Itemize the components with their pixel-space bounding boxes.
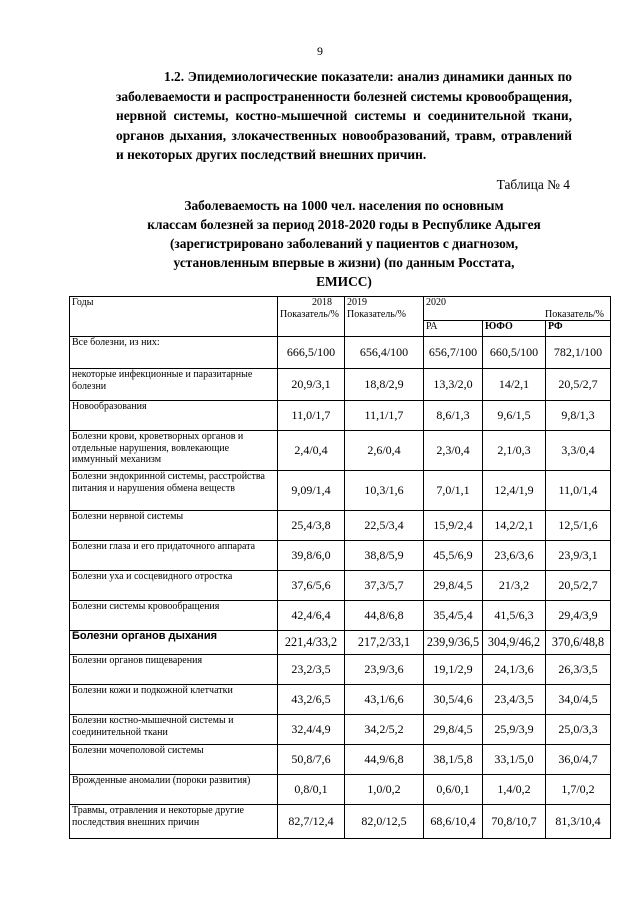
value-rf: 34,0/4,5 bbox=[546, 685, 611, 715]
table-row bbox=[70, 805, 611, 839]
table-row bbox=[70, 601, 611, 631]
table-row bbox=[70, 541, 611, 571]
value-ra: 30,5/4,6 bbox=[424, 685, 483, 715]
disease-name: Болезни крови, кроветворных органов и отдельные нарушения, вовлекающие иммунный механизм bbox=[70, 431, 278, 471]
value-v2019: 217,2/33,1 bbox=[345, 631, 424, 655]
value-v2019: 2,6/0,4 bbox=[345, 431, 424, 471]
table-row bbox=[70, 401, 611, 431]
value-rf: 3,3/0,4 bbox=[546, 431, 611, 471]
value-ra: 68,6/10,4 bbox=[424, 805, 483, 839]
value-ra: 35,4/5,4 bbox=[424, 601, 483, 631]
morbidity-table bbox=[69, 296, 611, 839]
value-v2018: 2,4/0,4 bbox=[278, 431, 345, 471]
header-2018-sub: Показатель/% bbox=[280, 308, 339, 320]
value-rf: 29,4/3,9 bbox=[546, 601, 611, 631]
disease-name: Болезни нервной системы bbox=[70, 511, 278, 541]
value-ra: 2,3/0,4 bbox=[424, 431, 483, 471]
value-yufo: 33,1/5,0 bbox=[483, 745, 546, 775]
value-ra: 7,0/1,1 bbox=[424, 471, 483, 511]
value-v2019: 10,3/1,6 bbox=[345, 471, 424, 511]
value-rf: 26,3/3,5 bbox=[546, 655, 611, 685]
value-v2019: 82,0/12,5 bbox=[345, 805, 424, 839]
caption-line: классам болезней за период 2018-2020 годы в Республике Адыгея bbox=[147, 217, 541, 232]
table-row bbox=[70, 631, 611, 655]
header-2019-year: 2019 bbox=[347, 297, 367, 308]
table-header-row bbox=[70, 297, 611, 321]
value-yufo: 24,1/3,6 bbox=[483, 655, 546, 685]
value-v2019: 44,8/6,8 bbox=[345, 601, 424, 631]
value-yufo: 41,5/6,3 bbox=[483, 601, 546, 631]
value-rf: 36,0/4,7 bbox=[546, 745, 611, 775]
value-v2018: 23,2/3,5 bbox=[278, 655, 345, 685]
value-ra: 656,7/100 bbox=[424, 337, 483, 369]
header-rf: РФ bbox=[546, 321, 611, 337]
value-rf: 20,5/2,7 bbox=[546, 571, 611, 601]
table-row bbox=[70, 715, 611, 745]
caption-line: (зарегистрировано заболеваний у пациентов с диагнозом, bbox=[169, 236, 519, 251]
header-2019-sub: Показатель/% bbox=[347, 308, 406, 320]
value-ra: 13,3/2,0 bbox=[424, 369, 483, 401]
disease-name: Болезни уха и сосцевидного отростка bbox=[70, 571, 278, 601]
header-2018-year: 2018 bbox=[312, 297, 332, 308]
value-v2019: 656,4/100 bbox=[345, 337, 424, 369]
value-rf: 9,8/1,3 bbox=[546, 401, 611, 431]
value-v2018: 43,2/6,5 bbox=[278, 685, 345, 715]
disease-name: Болезни глаза и его придаточного аппарата bbox=[70, 541, 278, 571]
value-ra: 29,8/4,5 bbox=[424, 715, 483, 745]
value-v2019: 44,9/6,8 bbox=[345, 745, 424, 775]
value-v2018: 20,9/3,1 bbox=[278, 369, 345, 401]
value-v2019: 34,2/5,2 bbox=[345, 715, 424, 745]
value-ra: 38,1/5,8 bbox=[424, 745, 483, 775]
value-v2018: 37,6/5,6 bbox=[278, 571, 345, 601]
value-yufo: 660,5/100 bbox=[483, 337, 546, 369]
value-yufo: 70,8/10,7 bbox=[483, 805, 546, 839]
value-rf: 23,9/3,1 bbox=[546, 541, 611, 571]
header-2020-sub: Показатель/% bbox=[545, 308, 604, 320]
value-v2019: 38,8/5,9 bbox=[345, 541, 424, 571]
page-number: 9 bbox=[317, 44, 323, 58]
value-v2019: 23,9/3,6 bbox=[345, 655, 424, 685]
table-row bbox=[70, 431, 611, 471]
value-rf: 1,7/0,2 bbox=[546, 775, 611, 805]
disease-name: Болезни органов пищеварения bbox=[70, 655, 278, 685]
table-row bbox=[70, 511, 611, 541]
value-v2019: 43,1/6,6 bbox=[345, 685, 424, 715]
value-yufo: 304,9/46,2 bbox=[483, 631, 546, 655]
value-yufo: 12,4/1,9 bbox=[483, 471, 546, 511]
table-row bbox=[70, 471, 611, 511]
disease-name: Болезни органов дыхания bbox=[70, 631, 278, 655]
caption-line: установленным впервые в жизни) (по данным Росстата, bbox=[173, 255, 515, 270]
value-rf: 81,3/10,4 bbox=[546, 805, 611, 839]
value-v2018: 42,4/6,4 bbox=[278, 601, 345, 631]
value-ra: 8,6/1,3 bbox=[424, 401, 483, 431]
value-v2018: 9,09/1,4 bbox=[278, 471, 345, 511]
header-2018 bbox=[278, 297, 345, 337]
disease-name: Травмы, отравления и некоторые другие последствия внешних причин bbox=[70, 805, 278, 839]
value-v2019: 18,8/2,9 bbox=[345, 369, 424, 401]
value-yufo: 25,9/3,9 bbox=[483, 715, 546, 745]
table-row bbox=[70, 369, 611, 401]
value-v2018: 0,8/0,1 bbox=[278, 775, 345, 805]
value-v2018: 50,8/7,6 bbox=[278, 745, 345, 775]
disease-name: Болезни системы кровообращения bbox=[70, 601, 278, 631]
table-row bbox=[70, 685, 611, 715]
table-row bbox=[70, 571, 611, 601]
value-ra: 45,5/6,9 bbox=[424, 541, 483, 571]
section-heading: 1.2. Эпидемиологические показатели: анализ динамики данных по заболеваемости и распространенности болезней системы кровообращения, нервной системы, костно-мышечной системы и соединительной ткани, органов дыхания, злокачественных новообразований, травм, отравлений и некоторых других последствий внешних причин. bbox=[116, 69, 572, 163]
value-v2018: 32,4/4,9 bbox=[278, 715, 345, 745]
disease-name: некоторые инфекционные и паразитарные болезни bbox=[70, 369, 278, 401]
value-v2018: 11,0/1,7 bbox=[278, 401, 345, 431]
table-row bbox=[70, 337, 611, 369]
value-rf: 20,5/2,7 bbox=[546, 369, 611, 401]
header-2020-year: 2020 bbox=[426, 297, 446, 308]
disease-name: Все болезни, из них: bbox=[70, 337, 278, 369]
value-v2019: 11,1/1,7 bbox=[345, 401, 424, 431]
value-yufo: 14/2,1 bbox=[483, 369, 546, 401]
caption-line: Заболеваемость на 1000 чел. населения по основным bbox=[184, 198, 504, 213]
table-caption bbox=[116, 196, 572, 291]
disease-name: Болезни кожи и подкожной клетчатки bbox=[70, 685, 278, 715]
value-yufo: 21/3,2 bbox=[483, 571, 546, 601]
value-ra: 29,8/4,5 bbox=[424, 571, 483, 601]
value-yufo: 9,6/1,5 bbox=[483, 401, 546, 431]
header-2019 bbox=[345, 297, 424, 337]
header-years: Годы bbox=[70, 297, 278, 337]
table-row bbox=[70, 775, 611, 805]
value-v2018: 39,8/6,0 bbox=[278, 541, 345, 571]
value-v2019: 37,3/5,7 bbox=[345, 571, 424, 601]
value-rf: 782,1/100 bbox=[546, 337, 611, 369]
value-yufo: 23,6/3,6 bbox=[483, 541, 546, 571]
header-ra: РА bbox=[424, 321, 483, 337]
value-ra: 15,9/2,4 bbox=[424, 511, 483, 541]
value-v2019: 1,0/0,2 bbox=[345, 775, 424, 805]
disease-name: Врожденные аномалии (пороки развития) bbox=[70, 775, 278, 805]
value-rf: 25,0/3,3 bbox=[546, 715, 611, 745]
value-rf: 12,5/1,6 bbox=[546, 511, 611, 541]
value-yufo: 2,1/0,3 bbox=[483, 431, 546, 471]
table-label: Таблица № 4 bbox=[496, 177, 570, 192]
caption-line: ЕМИСС) bbox=[316, 274, 372, 289]
value-v2019: 22,5/3,4 bbox=[345, 511, 424, 541]
table-row bbox=[70, 745, 611, 775]
value-rf: 370,6/48,8 bbox=[546, 631, 611, 655]
disease-name: Болезни эндокринной системы, расстройства питания и нарушения обмена веществ bbox=[70, 471, 278, 511]
disease-name: Болезни мочеполовой системы bbox=[70, 745, 278, 775]
disease-name: Болезни костно-мышечной системы и соединительной ткани bbox=[70, 715, 278, 745]
value-ra: 0,6/0,1 bbox=[424, 775, 483, 805]
value-ra: 239,9/36,5 bbox=[424, 631, 483, 655]
value-yufo: 23,4/3,5 bbox=[483, 685, 546, 715]
table-row bbox=[70, 655, 611, 685]
header-2020 bbox=[424, 297, 611, 321]
value-v2018: 221,4/33,2 bbox=[278, 631, 345, 655]
value-ra: 19,1/2,9 bbox=[424, 655, 483, 685]
disease-name: Новообразования bbox=[70, 401, 278, 431]
value-v2018: 82,7/12,4 bbox=[278, 805, 345, 839]
value-yufo: 1,4/0,2 bbox=[483, 775, 546, 805]
header-yufo: ЮФО bbox=[483, 321, 546, 337]
value-yufo: 14,2/2,1 bbox=[483, 511, 546, 541]
value-v2018: 666,5/100 bbox=[278, 337, 345, 369]
value-v2018: 25,4/3,8 bbox=[278, 511, 345, 541]
value-rf: 11,0/1,4 bbox=[546, 471, 611, 511]
